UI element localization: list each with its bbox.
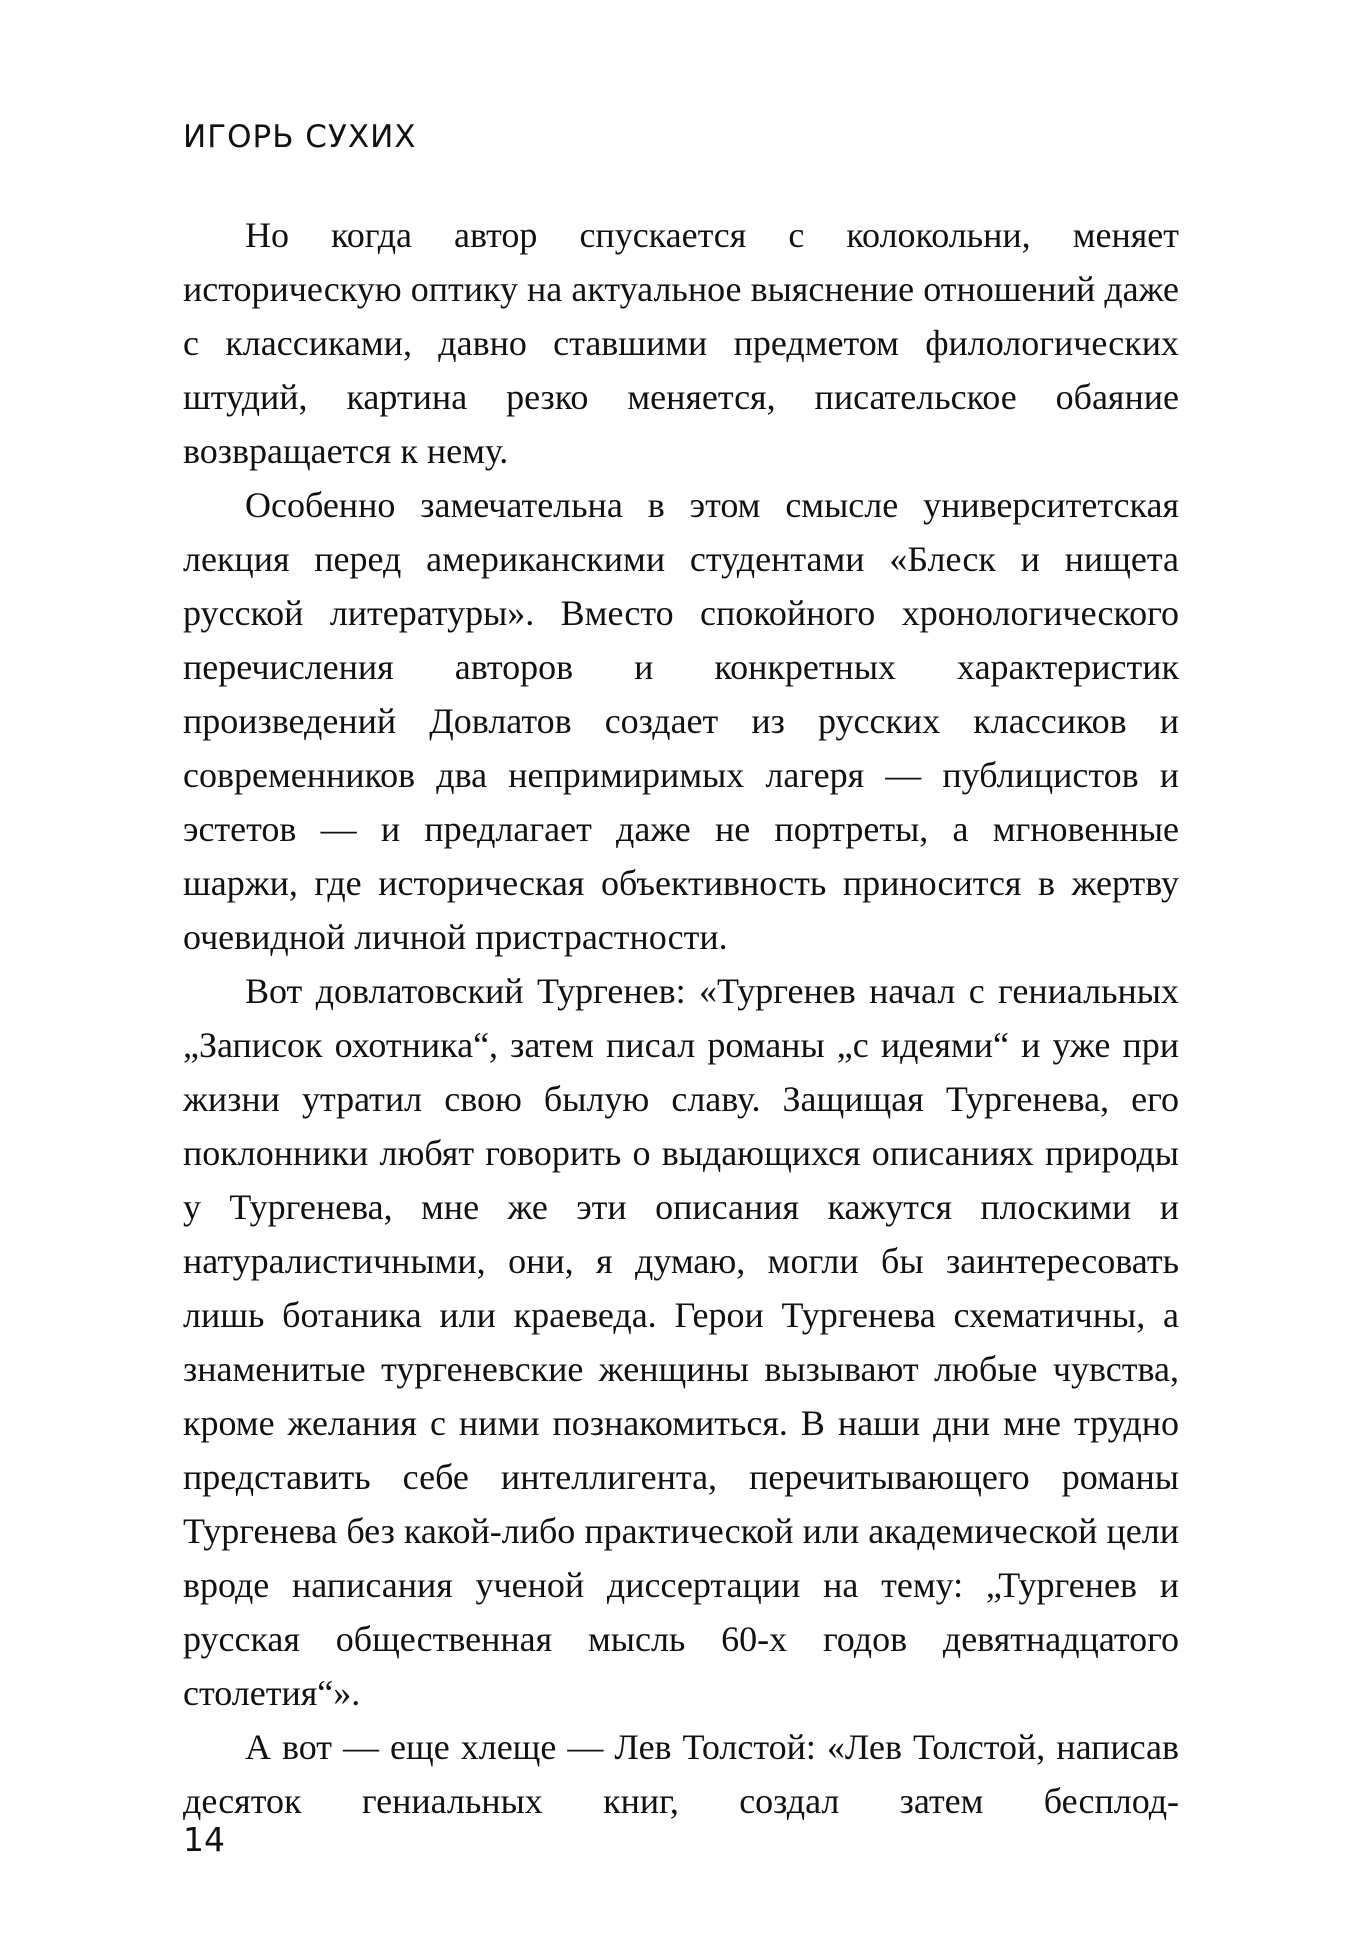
page-number: 14 (183, 1820, 225, 1859)
paragraph-3: Вот довлатовский Тургенев: «Тургенев начал с гениальных „Записок охотника“, затем писал романы „с идеями“ и уже при жизни утратил свою былую славу. Защищая Тургенева, его поклонники любят говорить о выдающихся описаниях природы у Тургенева, мне же эти описания кажутся плоскими и натуралистичными, они, я думаю, могли бы заинтересовать лишь ботаника или краеведа. Герои Тургенева схематичны, а знаменитые тургеневские женщины вызывают любые чувства, кроме желания с ними познакомиться. В наши дни мне трудно представить себе интеллигента, перечитывающего романы Тургенева без какой-либо практической или академической цели вроде написания ученой диссертации на тему: „Тургенев и русская общественная мысль 60-х годов девятнадцатого столетия“». (183, 971, 1179, 1713)
paragraph-4: А вот — еще хлеще — Лев Толстой: «Лев Толстой, написав десяток гениальных книг, создал затем бесплод- (183, 1727, 1179, 1821)
body-text (183, 208, 1179, 1828)
running-head-author: ИГОРЬ СУХИХ (183, 119, 417, 155)
paragraph-1: Но когда автор спускается с колокольни, меняет историческую оптику на актуальное выяснение отношений даже с классиками, давно ставшими предметом филологических штудий, картина резко меняется, писательское обаяние возвращается к нему. (183, 215, 1179, 471)
paragraph-2: Особенно замечательна в этом смысле университетская лекция перед американскими студентами «Блеск и нищета русской литературы». Вместо спокойного хронологического перечисления авторов и конкретных характеристик произведений Довлатов создает из русских классиков и современников два непримиримых лагеря — публицистов и эстетов — и предлагает даже не портреты, а мгновенные шаржи, где историческая объективность приносится в жертву очевидной личной пристрастности. (183, 485, 1179, 957)
